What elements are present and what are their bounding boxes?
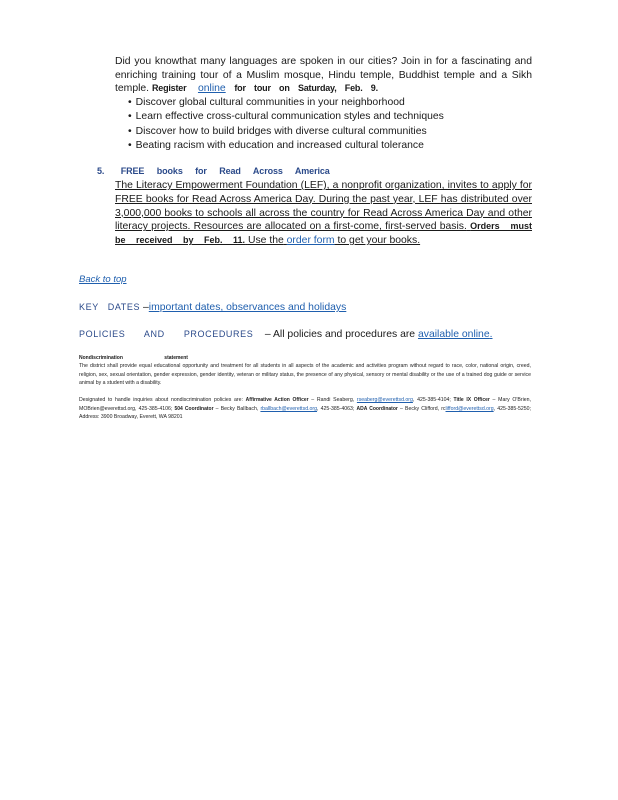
- nondiscrimination-statement: The district shall provide equal educational opportunity and treatment for all students in all aspects of the academic and activities program without regard to race, color, national origin, creed, religion, sex, sexual orientation, gender expression, gender identity, veteran or military status, the presence of any physical, sensory or mental disability or the use of a trained dog guide or service animal by a student with a disability.: [79, 363, 531, 387]
- contact3-name: – Becky Ballbach,: [215, 405, 259, 412]
- nondiscrimination-heading: [79, 355, 188, 361]
- policies-label: POLICIES AND PROCEDURES: [79, 329, 254, 339]
- back-to-top-link[interactable]: Back to top: [79, 274, 127, 285]
- list-item: • Beating racism with education and increased cultural tolerance: [128, 139, 444, 153]
- list-item: • Learn effective cross-cultural communication styles and techniques: [128, 110, 444, 124]
- lef-tail: to get your books.: [337, 235, 421, 247]
- item5-title: FREE books for Read Across America: [120, 166, 330, 176]
- lef-use-the: Use the: [247, 235, 284, 247]
- contact1-phone: , 425-385-4104;: [412, 397, 451, 403]
- lef-body: The Literacy Empowerment Foundation (LEF), a nonprofit organization, invites to apply for FREE books for Read Across America Day. During the past year, LEF has distributed over 3,000,000 books to schools all across the country for Read Across America Day and other literacy projects. Resources are allocated on a first-come, first-served basis.: [115, 180, 532, 233]
- contact3-phone: , 425-385-4063;: [317, 405, 355, 412]
- nondiscrimination-contacts: [79, 396, 531, 422]
- tour-intro-text: Did you knowthat many languages are spoken in our cities? Join in for a fascinating and enriching training tour of a Muslim mosque, Hindu temple, Buddhist temple and a Sikh temple.: [115, 56, 532, 95]
- key-dates-dash: –: [142, 302, 149, 313]
- item5-heading: [97, 166, 330, 176]
- designated-text: Designated to handle inquiries about nondiscrimination policies are:: [79, 397, 243, 403]
- register-online-link[interactable]: online: [197, 83, 226, 95]
- policies-online-link[interactable]: available online: [417, 329, 490, 340]
- lef-paragraph: [115, 179, 532, 248]
- list-item: • Discover global cultural communities in your neighborhood: [128, 96, 444, 110]
- contact4-phone: , 425-385-5250;: [493, 405, 531, 412]
- register-label: Register: [151, 83, 187, 94]
- contact3-role: 504 Coordinator: [174, 405, 214, 412]
- policies-line: [79, 329, 493, 340]
- contact2-role: Title IX Officer: [453, 397, 490, 403]
- nondiscrimination-heading-right: statement: [164, 355, 188, 361]
- contact4-email-link[interactable]: lifford@everettsd.org: [445, 405, 494, 412]
- contact4-name: – Becky Clifford, rc: [400, 405, 446, 412]
- tour-intro-paragraph: [115, 55, 532, 96]
- policies-text: – All policies and procedures are: [264, 329, 416, 340]
- nondiscrimination-heading-left: Nondiscrimination: [79, 355, 123, 361]
- contact1-name: – Randi Seaberg,: [311, 397, 355, 403]
- key-dates-link[interactable]: important dates, observances and holidays: [148, 302, 347, 313]
- item5-number: 5.: [97, 166, 105, 176]
- contact1-email-link[interactable]: rseaberg@everettsd.org: [356, 397, 413, 403]
- tour-benefits-list: [128, 96, 444, 153]
- policies-end: .: [489, 329, 493, 340]
- key-dates-line: [79, 302, 346, 313]
- tour-date-text: for tour on Saturday, Feb. 9.: [234, 83, 378, 94]
- contact4-role: ADA Coordinator: [356, 405, 398, 412]
- contact3-email-link[interactable]: rballbach@everettsd.org: [260, 405, 318, 412]
- contact2-name: – Mary O'Brien, MOBrien@everettsd.org: [79, 397, 531, 412]
- lef-deadline: Orders must be received by Feb. 11.: [115, 221, 532, 246]
- district-address: Address: 3900 Broadway, Everett, WA 98201: [79, 414, 183, 421]
- contact2-phone: , 425-385-4106;: [135, 405, 173, 412]
- order-form-link[interactable]: order form: [286, 235, 335, 247]
- contact1-role: Affirmative Action Officer: [245, 397, 309, 403]
- key-dates-label: KEY DATES: [79, 302, 141, 312]
- list-item: • Discover how to build bridges with diverse cultural communities: [128, 125, 444, 139]
